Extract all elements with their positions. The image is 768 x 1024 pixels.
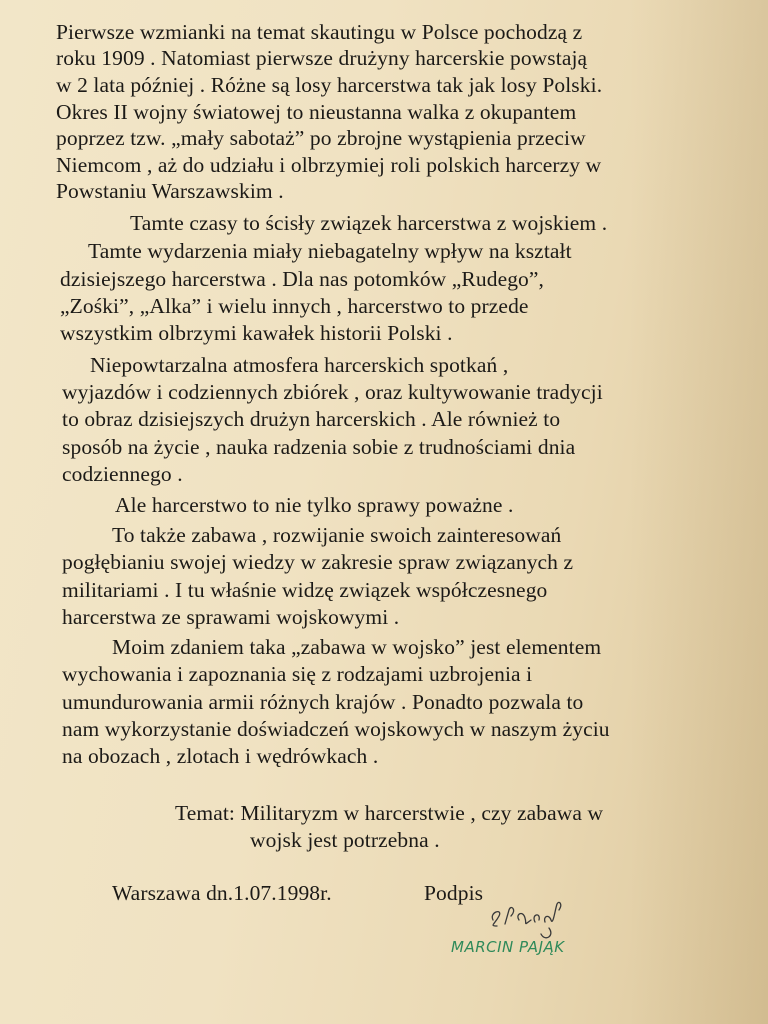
text-line: roku 1909 . Natomiast pierwsze drużyny harcerskie powstają <box>56 46 588 70</box>
text-line: Tamte czasy to ścisły związek harcerstwa z wojskiem . <box>130 211 608 235</box>
place-date: Warszawa dn.1.07.1998r. <box>112 881 332 905</box>
text-line: Niemcom , aż do udziału i olbrzymiej roli polskich harcerzy w <box>56 153 602 177</box>
text-line: w 2 lata później . Różne są losy harcerstwa tak jak losy Polski. <box>56 73 603 97</box>
text-line: Ale harcerstwo to nie tylko sprawy poważne . <box>115 493 514 517</box>
signature-name: MARCIN PAJĄK <box>451 938 565 956</box>
text-line: To także zabawa , rozwijanie swoich zainteresowań <box>112 523 562 547</box>
topic-line: Temat: Militaryzm w harcerstwie , czy zabawa w <box>175 801 604 825</box>
text-line: umundurowania armii różnych krajów . Ponadto pozwala to <box>62 690 584 714</box>
text-line: nam wykorzystanie doświadczeń wojskowych w naszym życiu <box>62 717 610 741</box>
text-line: „Zośki”, „Alka” i wielu innych , harcerstwo to przede <box>60 294 529 318</box>
text-line: harcerstwa ze sprawami wojskowymi . <box>62 605 400 629</box>
text-line: Moim zdaniem taka „zabawa w wojsko” jest elementem <box>112 635 602 659</box>
signature-label: Podpis <box>424 881 484 905</box>
text-line: Okres II wojny światowej to nieustanna walka z okupantem <box>56 100 577 124</box>
text-line: sposób na życie , nauka radzenia sobie z trudnościami dnia <box>62 435 576 459</box>
text-line: militariami . I tu właśnie widzę związek współczesnego <box>62 578 548 602</box>
text-line: pogłębianiu swojej wiedzy w zakresie spraw związanych z <box>62 550 574 574</box>
text-line: to obraz dzisiejszych drużyn harcerskich . Ale również to <box>62 407 561 431</box>
text-line: wszystkim olbrzymi kawałek historii Polski . <box>60 321 453 345</box>
text-line: wychowania i zapoznania się z rodzajami uzbrojenia i <box>62 662 533 686</box>
text-line: poprzez tzw. „mały sabotaż” po zbrojne wystąpienia przeciw <box>56 126 586 150</box>
text-line: Niepowtarzalna atmosfera harcerskich spotkań , <box>90 353 509 377</box>
text-line: Pierwsze wzmianki na temat skautingu w Polsce pochodzą z <box>56 20 583 44</box>
text-line: Powstaniu Warszawskim . <box>56 179 284 203</box>
topic-line: wojsk jest potrzebna . <box>250 828 440 852</box>
text-line: codziennego . <box>62 462 183 486</box>
text-line: Tamte wydarzenia miały niebagatelny wpływ na kształt <box>88 239 572 263</box>
handwritten-signature <box>445 890 605 960</box>
text-line: dzisiejszego harcerstwa . Dla nas potomków „Rudego”, <box>60 267 545 291</box>
text-line: wyjazdów i codziennych zbiórek , oraz kultywowanie tradycji <box>62 380 603 404</box>
text-line: na obozach , zlotach i wędrówkach . <box>62 744 379 768</box>
